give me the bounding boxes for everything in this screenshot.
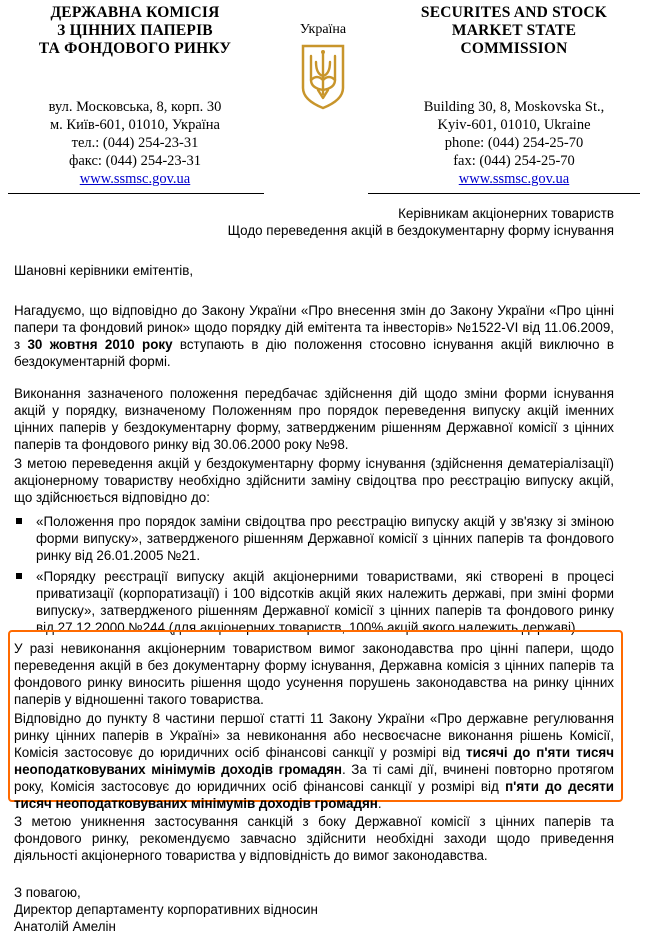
paragraph-text: Нагадуємо, що відповідно до Закону України «Про внесення змін до Закону України «Про цінні папери та фондовий ринок» щодо порядку дій емітента та інвесторів» №1522-VI від 11.06.2009, з <box>14 303 614 352</box>
letterhead-english <box>388 4 640 188</box>
address-ua-line: вул. Московська, 8, корп. 30 <box>48 99 222 115</box>
signoff-block <box>14 884 318 935</box>
letterhead-ukrainian <box>10 4 260 188</box>
signatory-name: Анатолій Амелін <box>14 919 116 934</box>
commission-name-ua-line: ДЕРЖАВНА КОМІСІЯ <box>50 4 220 21</box>
address-en-line: fax: (044) 254-25-70 <box>453 153 575 169</box>
address-en <box>388 98 640 188</box>
sanction-amount: тисячі до п'яти тисяч неоподатковуваних мінімумів доходів громадян <box>14 745 614 777</box>
address-ua <box>10 98 260 188</box>
paragraph-text: вступають в дію положення стосовно існування акцій виключно в бездокументарній формі. <box>14 337 614 369</box>
commission-name-en-line: SECURITES AND STOCK <box>420 4 608 21</box>
paragraph-text: Відповідно до пункту 8 частини першої статті 11 Закону України «Про державне регулювання ринку цінних паперів в Україні» за невиконання або несвоєчасне виконання рішень Комісії, Комісія застосовує до юридичних осіб фінансові санкції у розмірі від <box>14 711 614 760</box>
address-en-line: phone: (044) 254-25-70 <box>444 135 584 151</box>
commission-name-en <box>388 4 640 58</box>
commission-name-ua-line: З ЦІННИХ ПАПЕРІВ <box>57 22 213 39</box>
deadline-date: 30 жовтня 2010 року <box>27 337 173 352</box>
address-en-line: Kyiv-601, 01010, Ukraine <box>437 117 591 133</box>
country-label: Україна <box>299 22 347 37</box>
recipient-block <box>228 205 614 239</box>
paragraph-purpose: З метою переведення акцій у бездокументарну форму існування (здійснення дематеріалізації) акціонерному товариству необхідно здійснити заміну свідоцтва про реєстрацію випуску акцій, що здійснюється відповідно до: <box>14 456 614 505</box>
website-link-en[interactable]: www.ssmsc.gov.ua <box>458 171 570 187</box>
commission-name-ua-line: ТА ФОНДОВОГО РИНКУ <box>38 40 232 57</box>
paragraph-text: . За ті самі дії, вчинені повторно протягом року, Комісія застосовує до юридичних осіб фінансові санкції у розмірі від <box>14 762 614 794</box>
letterhead-divider-right <box>368 193 640 194</box>
paragraph-law-reminder <box>14 302 614 370</box>
subject-line: Щодо переведення акцій в бездокументарну форму існування <box>227 223 614 238</box>
address-ua-line: тел.: (044) 254-23-31 <box>71 135 199 151</box>
trident-emblem-icon <box>299 44 347 110</box>
address-ua-line: факс: (044) 254-23-31 <box>68 153 202 169</box>
paragraph-noncompliance: У разі невиконання акціонерним товариством вимог законодавства про цінні папери, щодо переведення акцій в без документарну форму існування, Державна комісія з цінних паперів та фондового ринку виносить рішення щодо усунення порушень законодавства на ринку цінних паперів у відношенні такого товариства. <box>14 641 614 707</box>
bullet-icon <box>16 518 22 524</box>
list-item <box>14 568 614 636</box>
recipient-line: Керівникам акціонерних товариств <box>398 206 614 221</box>
commission-name-en-line: COMMISSION <box>460 40 568 57</box>
greeting: Шановні керівники емітентів, <box>14 263 194 278</box>
state-emblem-block <box>268 22 378 110</box>
address-ua-line: м. Київ-601, 01010, Україна <box>49 117 220 133</box>
commission-name-en-line: MARKET STATE <box>451 22 577 39</box>
paragraph-procedure: Виконання зазначеного положення передбачає здійснення дій щодо зміни форми існування акцій у порядку, визначеному Положенням про порядок переведення випуску акцій іменних цінних паперів у бездокументарну форму, затвердженим рішенням Державної комісії з цінних паперів та фондового ринку від 30.06.2000 року №98. <box>14 386 614 452</box>
bullet-icon <box>16 573 22 579</box>
paragraph-text: . <box>377 796 382 811</box>
address-en-line: Building 30, 8, Moskovska St., <box>423 99 605 115</box>
commission-name-ua <box>10 4 260 58</box>
list-item-text: «Порядку реєстрації випуску акцій акціонерними товариствами, які створені в процесі приватизації (корпоратизації) і 100 відсотків акцій яких належить державі, при зміні форми випуску», затвердженого рішенням Державної комісії з цінних паперів та фондового ринку від 27.12.2000 №244 (для акціонерних товариств, 100% акцій якого належить державі). <box>36 569 614 635</box>
signatory-position: Директор департаменту корпоративних відносин <box>14 902 318 917</box>
list-item-text: «Положення про порядок заміни свідоцтва про реєстрацію випуску акцій у зв'язку зі зміною форми випуску», затвердженого рішенням Державної комісії з цінних паперів та фондового ринку від 26.01.2005 №21. <box>36 514 614 563</box>
paragraph-sanctions <box>14 710 614 812</box>
website-link-ua[interactable]: www.ssmsc.gov.ua <box>79 171 191 187</box>
closing: З повагою, <box>14 885 81 900</box>
list-item <box>14 513 614 564</box>
letterhead-divider-left <box>8 193 264 194</box>
paragraph-recommendation: З метою уникнення застосування санкцій з боку Державної комісії з цінних паперів та фондового ринку, рекомендуємо завчасно здійснити необхідні заходи щодо приведення діяльності акціонерного товариства у відповідність до вимог законодавства. <box>14 814 614 863</box>
sanction-amount-repeat: п'яти до десяти тисяч неоподатковуваних мінімумів доходів громадян <box>14 779 614 811</box>
